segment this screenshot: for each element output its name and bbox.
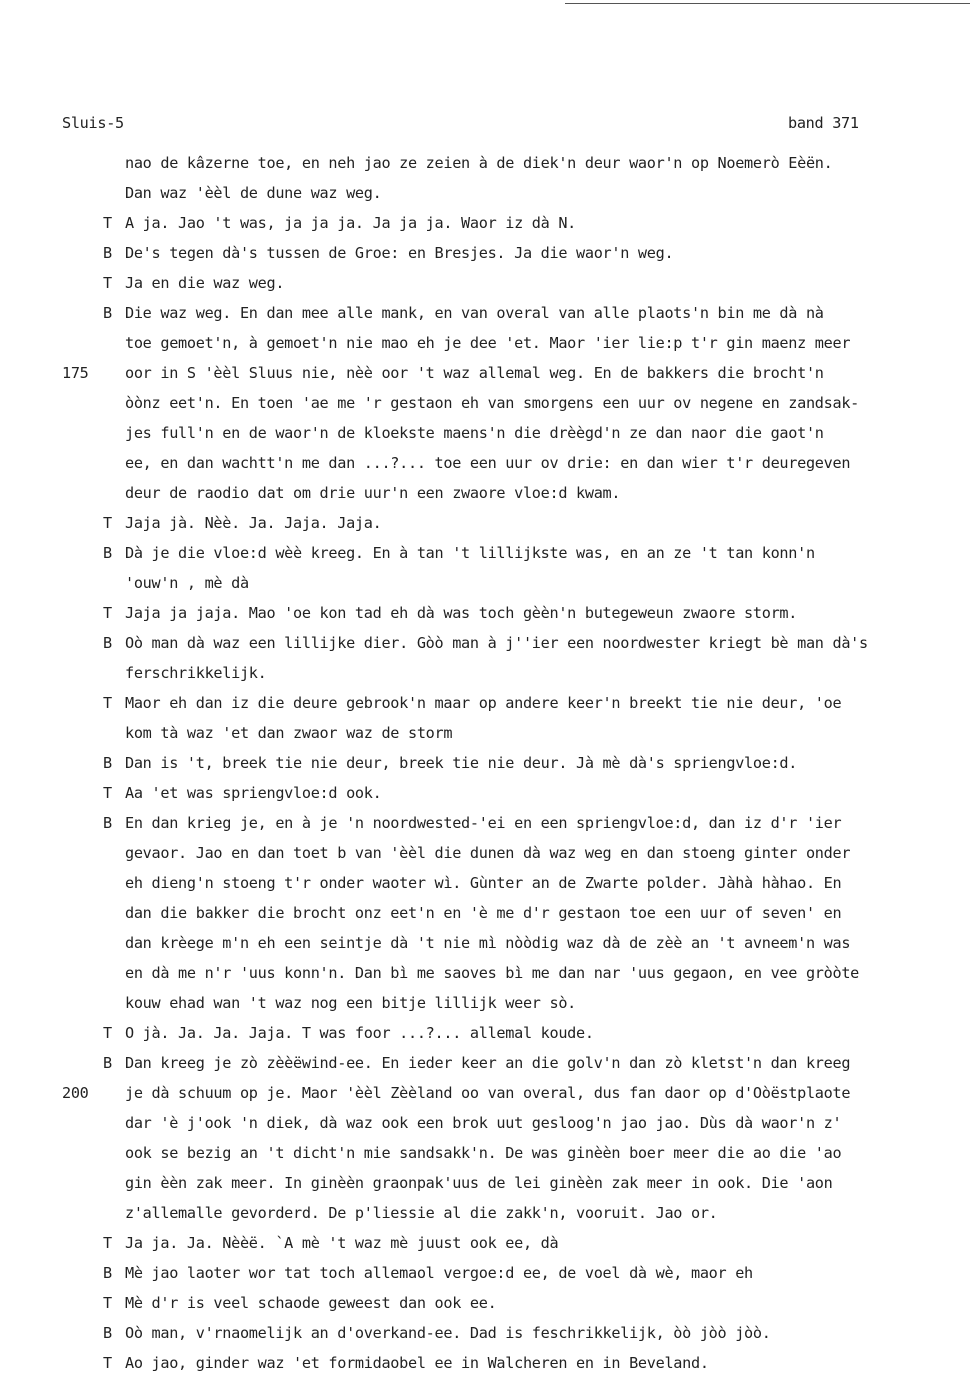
transcript-line: ook se bezig an 't dicht'n mie sandsakk'n. De was ginèèn boer meer die ao die 'ao [125, 1144, 842, 1162]
transcript-line: Ja en die waz weg. [125, 274, 285, 292]
transcript-line: gevaor. Jao en dan toet b van 'èèl die dunen dà waz weg en dan stoeng ginter onder [125, 844, 851, 862]
transcript-line: jes full'n en de waor'n de kloekste maens'n die drèègd'n ze dan naor die gaot'n [125, 424, 824, 442]
transcript-line: nao de kâzerne toe, en neh jao ze zeien à de diek'n deur waor'n op Noemerò Eèën. [125, 154, 833, 172]
speaker-label: B [103, 304, 112, 322]
transcript-line: 'ouw'n , mè dà [125, 574, 249, 592]
speaker-label: T [103, 604, 112, 622]
transcript-line: Dan is 't, breek tie nie deur, breek tie nie deur. Jà mè dà's spriengvloe:d. [125, 754, 798, 772]
transcript-line: Maor eh dan iz die deure gebrook'n maar op andere keer'n breekt tie nie deur, 'oe [125, 694, 842, 712]
speaker-label: B [103, 754, 112, 772]
band-number: band 371 [788, 114, 859, 132]
transcript-line: ee, en dan wachtt'n me dan ...?... toe een uur ov drie: en dan wier t'r deuregeven [125, 454, 851, 472]
transcript-line: òònz eet'n. En toen 'ae me 'r gestaon eh van smorgens een uur ov negene en zandsak- [125, 394, 860, 412]
speaker-label: T [103, 694, 112, 712]
transcript-line: z'allemalle gevorderd. De p'liessie al die zakk'n, vooruit. Jao or. [125, 1204, 718, 1222]
speaker-label: T [103, 214, 112, 232]
transcript-line: Jaja ja jaja. Mao 'oe kon tad eh dà was toch gèèn'n butegeweun zwaore storm. [125, 604, 798, 622]
top-rule [565, 3, 970, 4]
transcript-line: Oò man dà waz een lillijke dier. Gòò man à j''ier een noordwester kriegt bè man dà's [125, 634, 868, 652]
speaker-label: T [103, 784, 112, 802]
page-id: Sluis-5 [62, 114, 124, 132]
speaker-label: B [103, 1054, 112, 1072]
line-number-175: 175 [62, 364, 89, 382]
transcript-line: Oò man, v'rnaomelijk an d'overkand-ee. Dad is feschrikkelijk, òò jòò jòò. [125, 1324, 771, 1342]
speaker-label: T [103, 1024, 112, 1042]
transcript-line: dar 'è j'ook 'n diek, dà waz ook een brok uut gesloog'n jao jao. Dùs dà waor'n z' [125, 1114, 842, 1132]
transcript-line: De's tegen dà's tussen de Groe: en Bresjes. Ja die waor'n weg. [125, 244, 674, 262]
transcript-line: dan krèege m'n eh een seintje dà 't nie mì nòòdig waz dà de zèè an 't avneem'n was [125, 934, 851, 952]
transcript-line: Mè jao laoter wor tat toch allemaol vergoe:d ee, de voel dà wè, maor eh [125, 1264, 753, 1282]
transcript-line: Dan kreeg je zò zèèëwind-ee. En ieder keer an die golv'n dan zò kletst'n dan kreeg [125, 1054, 851, 1072]
transcript-line: je dà schuum op je. Maor 'èèl Zèèland oo van overal, dus fan daor op d'Oòëstplaote [125, 1084, 851, 1102]
transcript-line: Dan waz 'èèl de dune waz weg. [125, 184, 382, 202]
speaker-label: B [103, 244, 112, 262]
speaker-label: B [103, 814, 112, 832]
speaker-label: B [103, 634, 112, 652]
speaker-label: T [103, 1354, 112, 1372]
speaker-label: T [103, 274, 112, 292]
transcript-line: en dà me n'r 'uus konn'n. Dan bì me saoves bì me dan nar 'uus gegaon, en vee gròòte [125, 964, 860, 982]
transcript-line: Die waz weg. En dan mee alle mank, en van overal van alle plaots'n bin me dà nà [125, 304, 824, 322]
transcript-line: Aa 'et was spriengvloe:d ook. [125, 784, 382, 802]
speaker-label: B [103, 1264, 112, 1282]
speaker-label: T [103, 514, 112, 532]
transcript-line: Ao jao, ginder waz 'et formidaobel ee in Walcheren en in Beveland. [125, 1354, 709, 1372]
transcript-line: O jà. Ja. Ja. Jaja. T was foor ...?... allemal koude. [125, 1024, 594, 1042]
transcript-line: gin èèn zak meer. In ginèèn graonpak'uus de lei ginèèn zak meer in ook. Die 'aon [125, 1174, 833, 1192]
transcript-line: eh dieng'n stoeng t'r onder waoter wì. Gùnter an de Zwarte polder. Jàhà hàhao. En [125, 874, 842, 892]
transcript-line: Ja ja. Ja. Nèèë. `A mè 't waz mè juust ook ee, dà [125, 1234, 559, 1252]
transcript-line: kouw ehad wan 't waz nog een bitje lillijk weer sò. [125, 994, 577, 1012]
transcript-line: oor in S 'èèl Sluus nie, nèè oor 't waz allemal weg. En de bakkers die brocht'n [125, 364, 824, 382]
transcript-line: En dan krieg je, en à je 'n noordwested-'ei en een spriengvloe:d, dan iz d'r 'ier [125, 814, 842, 832]
transcript-line: deur de raodio dat om drie uur'n een zwaore vloe:d kwam. [125, 484, 621, 502]
transcript-line: Dà je die vloe:d wèè kreeg. En à tan 't lillijkste was, en an ze 't tan konn'n [125, 544, 815, 562]
speaker-label: B [103, 1324, 112, 1342]
transcript-line: kom tà waz 'et dan zwaor waz de storm [125, 724, 453, 742]
transcript-line: Mè d'r is veel schaode geweest dan ook ee. [125, 1294, 497, 1312]
transcript-line: dan die bakker die brocht onz eet'n en 'è me d'r gestaon toe een uur of seven' en [125, 904, 842, 922]
line-number-200: 200 [62, 1084, 89, 1102]
transcript-line: A ja. Jao 't was, ja ja ja. Ja ja ja. Waor iz dà N. [125, 214, 577, 232]
transcript-line: ferschrikkelijk. [125, 664, 267, 682]
transcript-line: toe gemoet'n, à gemoet'n nie mao eh je dee 'et. Maor 'ier lie:p t'r gin maenz meer [125, 334, 851, 352]
speaker-label: T [103, 1234, 112, 1252]
speaker-label: B [103, 544, 112, 562]
speaker-label: T [103, 1294, 112, 1312]
transcript-line: Jaja jà. Nèè. Ja. Jaja. Jaja. [125, 514, 382, 532]
